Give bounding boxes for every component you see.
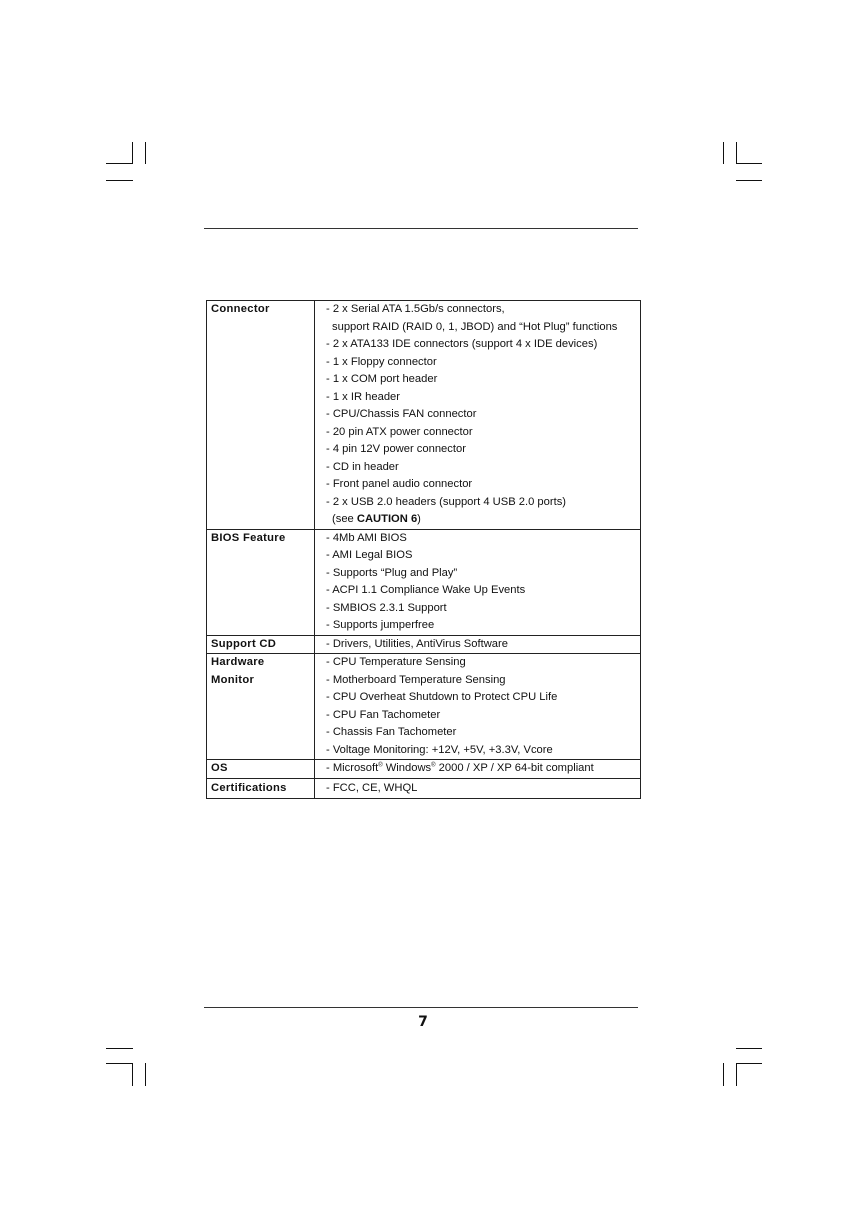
spec-line: - 2 x USB 2.0 headers (support 4 USB 2.0 ports) — [326, 495, 567, 508]
spec-line: - CD in header — [326, 460, 399, 473]
row-label: Certifications — [211, 781, 287, 794]
spec-line: - FCC, CE, WHQL — [326, 781, 418, 794]
row-label: BIOS Feature — [211, 531, 286, 544]
crop-mark — [106, 1063, 133, 1064]
crop-mark — [723, 142, 724, 164]
row-label: Support CD — [211, 637, 277, 650]
row-label-cell — [207, 760, 315, 779]
spec-line: - 2 x Serial ATA 1.5Gb/s connectors, — [326, 303, 505, 315]
spec-line: support RAID (RAID 0, 1, JBOD) and “Hot Plug” functions — [332, 320, 618, 333]
spec-line: - 1 x Floppy connector — [326, 355, 437, 368]
crop-mark — [736, 180, 762, 181]
header-rule — [204, 228, 638, 229]
crop-mark — [723, 1063, 724, 1086]
row-value-cell — [315, 760, 641, 779]
crop-mark — [736, 142, 737, 164]
table-row — [207, 301, 641, 530]
see-suffix: ) — [417, 513, 421, 525]
crop-mark — [145, 142, 146, 164]
spec-line: - AMI Legal BIOS — [326, 549, 413, 561]
crop-mark — [132, 142, 133, 164]
row-value-cell — [315, 635, 641, 654]
row-label: Connector — [211, 303, 270, 315]
row-label-cell — [207, 529, 315, 635]
spec-line: - 20 pin ATX power connector — [326, 425, 473, 438]
crop-mark — [106, 1048, 133, 1049]
crop-mark — [132, 1063, 133, 1086]
spec-line: - Supports “Plug and Play” — [326, 566, 458, 579]
spec-line: - CPU Overheat Shutdown to Protect CPU Life — [326, 691, 558, 703]
os-windows: Windows — [382, 762, 432, 774]
row-label-cell — [207, 635, 315, 654]
os-line — [326, 760, 640, 778]
crop-mark — [145, 1063, 146, 1086]
registered-mark: ® — [378, 762, 383, 769]
see-prefix: (see — [332, 513, 357, 525]
table-row — [207, 529, 641, 635]
spec-line: - CPU Temperature Sensing — [326, 656, 466, 668]
row-label-cell — [207, 301, 315, 530]
spec-line: - Supports jumperfree — [326, 619, 435, 631]
spec-line: - 2 x ATA133 IDE connectors (support 4 x IDE devices) — [326, 338, 598, 350]
row-value-cell — [315, 654, 641, 760]
caution-label: CAUTION 6 — [356, 513, 418, 525]
spec-table — [206, 300, 641, 799]
row-label-cell — [207, 778, 315, 798]
spec-line: - Voltage Monitoring: +12V, +5V, +3.3V, Vcore — [326, 743, 553, 756]
table-row — [207, 654, 641, 760]
crop-mark — [736, 1048, 762, 1049]
crop-mark — [736, 163, 762, 164]
os-prefix: - Microsoft — [326, 762, 379, 774]
spec-line: - 1 x IR header — [326, 390, 400, 403]
row-label: Monitor — [211, 673, 255, 686]
spec-line: - Front panel audio connector — [326, 478, 473, 490]
page-number: 7 — [418, 1014, 428, 1030]
table-row — [207, 778, 641, 798]
caution-reference — [326, 511, 640, 529]
spec-line: - CPU Fan Tachometer — [326, 708, 441, 721]
row-label: Hardware — [211, 656, 265, 668]
table-row — [207, 760, 641, 779]
crop-mark — [736, 1063, 762, 1064]
spec-line: - 1 x COM port header — [326, 373, 438, 385]
spec-line: - Motherboard Temperature Sensing — [326, 673, 506, 686]
spec-line: - CPU/Chassis FAN connector — [326, 408, 477, 420]
spec-line: - ACPI 1.1 Compliance Wake Up Events — [326, 584, 526, 596]
os-suffix: 2000 / XP / XP 64-bit compliant — [435, 762, 594, 774]
row-value-cell — [315, 778, 641, 798]
spec-line: - SMBIOS 2.3.1 Support — [326, 601, 447, 614]
crop-mark — [736, 1063, 737, 1086]
row-value-cell — [315, 529, 641, 635]
crop-mark — [106, 180, 133, 181]
row-value-cell — [315, 301, 641, 530]
footer-rule — [204, 1007, 638, 1008]
spec-line: - Chassis Fan Tachometer — [326, 726, 457, 738]
spec-line: - 4 pin 12V power connector — [326, 443, 466, 455]
spec-line: - 4Mb AMI BIOS — [326, 531, 407, 544]
table-row — [207, 635, 641, 654]
row-label: OS — [211, 762, 228, 774]
registered-mark: ® — [431, 762, 436, 769]
crop-mark — [106, 163, 133, 164]
spec-line: - Drivers, Utilities, AntiVirus Software — [326, 637, 508, 650]
row-label-cell — [207, 654, 315, 760]
